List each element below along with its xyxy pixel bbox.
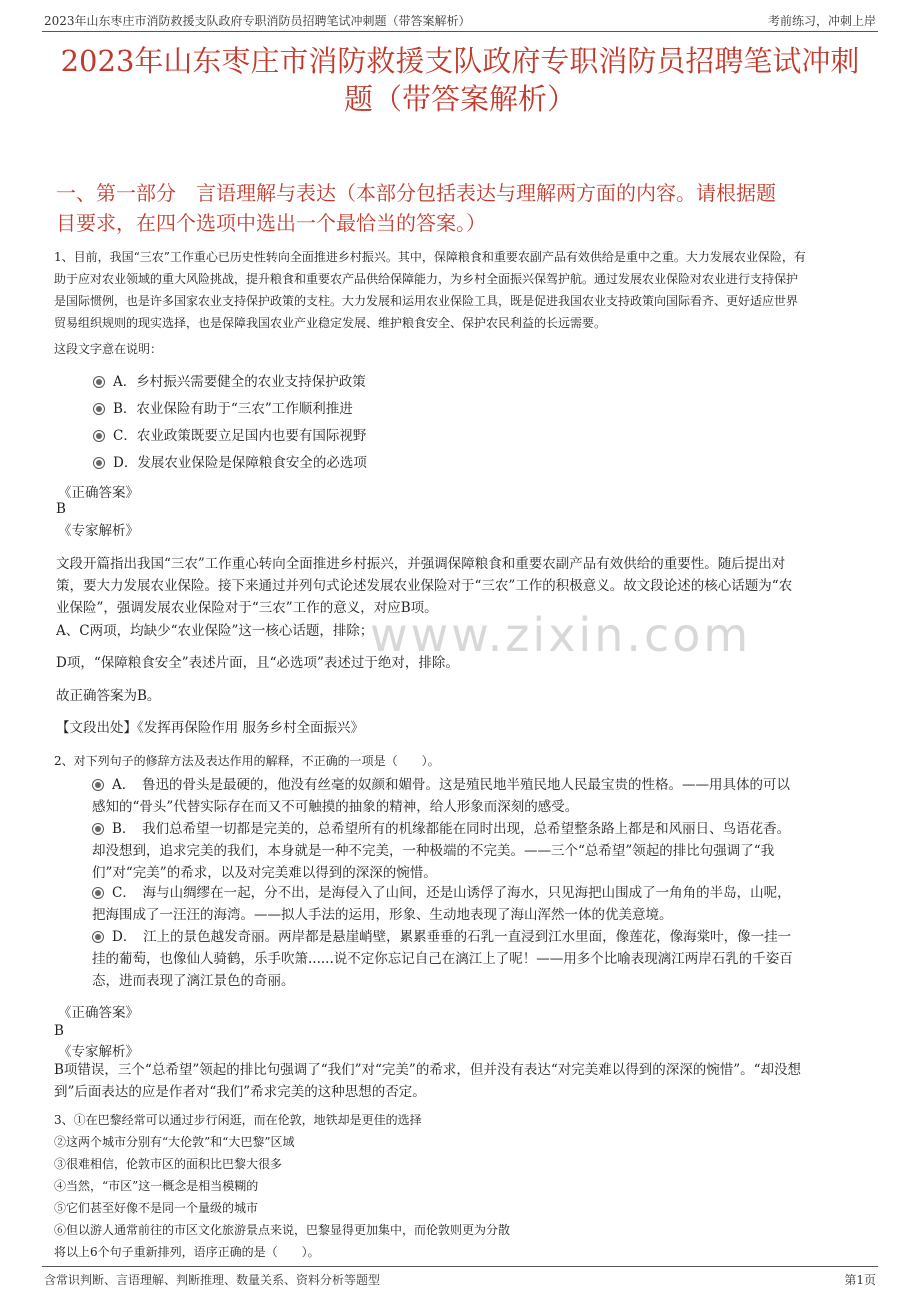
q1-analysis-label: 《专家解析》: [58, 523, 139, 539]
q2-answer: B: [54, 1023, 64, 1039]
radio-icon[interactable]: [93, 457, 105, 469]
section-heading-line-1: 一、第一部分 言语理解与表达（本部分包括表达与理解两方面的内容。请根据题: [56, 181, 776, 205]
q2-answer-label: 《正确答案》: [58, 1005, 139, 1021]
q1-option-d[interactable]: D．发展农业保险是保障粮食安全的必选项: [93, 452, 367, 474]
page-title-line-1: 2023年山东枣庄市消防救援支队政府专职消防员招聘笔试冲刺: [60, 44, 860, 78]
q1-stem-line: 是国际惯例，也是许多国家农业支持保护政策的支柱。大力发展和运用农业保险工具，既是促进我国农业支持政策向国际看齐、更好适应世界: [54, 294, 799, 308]
q1-conclusion: 故正确答案为B。: [56, 688, 161, 704]
page-title-line-2: 题（带答案解析）: [343, 82, 576, 116]
footer-divider: [42, 1266, 878, 1267]
radio-icon[interactable]: [92, 887, 104, 899]
header-slogan: 考前练习，冲刺上岸: [767, 14, 876, 28]
q1-analysis-line: 业保险”，强调发展农业保险对于“三农”工作的意义，对应B项。: [56, 600, 438, 616]
q1-stem-line: 贸易组织规则的现实选择，也是保障我国农业产业稳定发展、维护粮食安全、保护农民利益的长远需要。: [54, 316, 607, 330]
section-heading: [56, 178, 876, 238]
radio-icon[interactable]: [92, 823, 104, 835]
header-divider: [42, 31, 878, 32]
watermark: www.zixin.com: [370, 608, 752, 662]
q3-line: 将以上6个句子重新排列，语序正确的是（ ）。: [54, 1245, 320, 1259]
q1-analysis-line: 文段开篇指出我国“三农”工作重心转向全面推进乡村振兴，并强调保障粮食和重要农副产品有效供给的重要性。随后提出对: [56, 556, 786, 572]
q2-option-b[interactable]: B． 我们总希望一切都是完美的，总希望所有的机缘都能在同时出现，总希望整条路上都是和风丽日、鸟语花香。 却没想到，追求完美的我们，本身就是一种不完美，一种极端的不完美。——三个“总希望”领起的排比句强调了“我 们”对“完美”的希求，以及对完美难以得到的深深的惋惜。: [92, 821, 791, 881]
q1-answer-label: 《正确答案》: [58, 485, 139, 501]
q2-option-c[interactable]: C． 海与山绸缪在一起，分不出，是海侵入了山间，还是山诱俘了海水，只见海把山围成了一角角的半岛，山呢， 把海围成了一汪汪的海湾。——拟人手法的运用，形象、生动地表现了海山浑然一体的优美意境。: [92, 885, 791, 923]
q1-option-c[interactable]: C．农业政策既要立足国内也要有国际视野: [93, 425, 366, 447]
q1-stem-line: 助于应对农业领域的重大风险挑战，提升粮食和重要农产品供给保障能力，为乡村全面振兴保驾护航。通过发展农业保险对农业进行支持保护: [54, 272, 799, 286]
question-1-stem: [54, 246, 884, 334]
q2-option-d[interactable]: D． 江上的景色越发奇丽。两岸都是悬崖峭壁，累累垂垂的石乳一直浸到江水里面，像莲花，像海棠叶，像一挂一 挂的葡萄，也像仙人骑鹤，乐手吹箫......说不定你忘记自己在漓江上了呢！——用多个比喻表现漓江两岸石乳的千姿百 态，进而表现了漓江景色的奇丽。: [92, 929, 793, 989]
radio-icon[interactable]: [92, 931, 104, 943]
q3-line: ⑥但以游人通常前往的市区文化旅游景点来说，巴黎显得更加集中，而伦敦则更为分散: [54, 1223, 511, 1237]
footer-note: 含常识判断、言语理解、判断推理、数量关系、资料分析等题型: [44, 1273, 381, 1287]
radio-icon[interactable]: [93, 403, 105, 415]
q1-answer: B: [56, 501, 66, 517]
q2-analysis: [54, 1059, 884, 1103]
q3-line: ⑤它们甚至好像不是同一个量级的城市: [54, 1201, 259, 1215]
q3-line: ④当然，“市区”这一概念是相当模糊的: [54, 1179, 259, 1193]
q2-analysis-label: 《专家解析》: [58, 1044, 139, 1060]
q1-analysis: [56, 553, 886, 619]
q1-option-a[interactable]: A．乡村振兴需要健全的农业支持保护政策: [93, 371, 366, 393]
q1-analysis-ac: A、C两项，均缺少“农业保险”这一核心话题，排除；: [56, 623, 374, 639]
q1-analysis-d: D项，“保障粮食安全”表述片面，且“必选项”表述过于绝对，排除。: [56, 655, 459, 671]
question-2-stem: 2、对下列句子的修辞方法及表达作用的解释，不正确的一项是（ ）。: [54, 754, 440, 768]
q2-analysis-line: 到”后面表达的应是作者对“我们”希求完美的这种思想的否定。: [54, 1084, 426, 1100]
q1-source: 【文段出处】《发挥再保险作用 服务乡村全面振兴》: [56, 720, 365, 736]
page-number: 第1页: [844, 1273, 876, 1287]
header-doc-title: 2023年山东枣庄市消防救援支队政府专职消防员招聘笔试冲刺题（带答案解析）: [44, 14, 471, 28]
q2-option-a[interactable]: A． 鲁迅的骨头是最硬的，他没有丝毫的奴颜和媚骨。这是殖民地半殖民地人民最宝贵的性格。——用具体的可以 感知的“骨头”代替实际存在而又不可触摸的抽象的精神，给人形象而深刻的感受。: [92, 777, 790, 815]
q3-line: 3、①在巴黎经常可以通过步行闲逛，而在伦敦，地铁却是更佳的选择: [54, 1113, 422, 1127]
q2-analysis-line: B项错误，三个“总希望”领起的排比句强调了“我们”对“完美”的希求，但并没有表达“对完美难以得到的深深的惋惜”。“却没想: [54, 1062, 802, 1078]
section-heading-line-2: 目要求，在四个选项中选出一个最恰当的答案。）: [56, 211, 486, 235]
radio-icon[interactable]: [92, 779, 104, 791]
q1-prompt: 这段文字意在说明：: [54, 342, 163, 356]
q1-stem-line: 1、目前，我国“三农”工作重心已历史性转向全面推进乡村振兴。其中，保障粮食和重要农副产品有效供给是重中之重。大力发展农业保险，有: [54, 250, 806, 264]
radio-icon[interactable]: [93, 376, 105, 388]
q1-option-b[interactable]: B．农业保险有助于“三农”工作顺利推进: [93, 398, 353, 420]
page-title: [40, 42, 880, 118]
question-3: [54, 1109, 884, 1263]
radio-icon[interactable]: [93, 430, 105, 442]
q3-line: ③很难相信，伦敦市区的面积比巴黎大很多: [54, 1157, 283, 1171]
q1-analysis-line: 策，要大力发展农业保险。接下来通过并列句式论述发展农业保险对于“三农”工作的积极意义。故文段论述的核心话题为“农: [56, 578, 793, 594]
q3-line: ②这两个城市分别有“大伦敦”和“大巴黎”区域: [54, 1135, 295, 1149]
